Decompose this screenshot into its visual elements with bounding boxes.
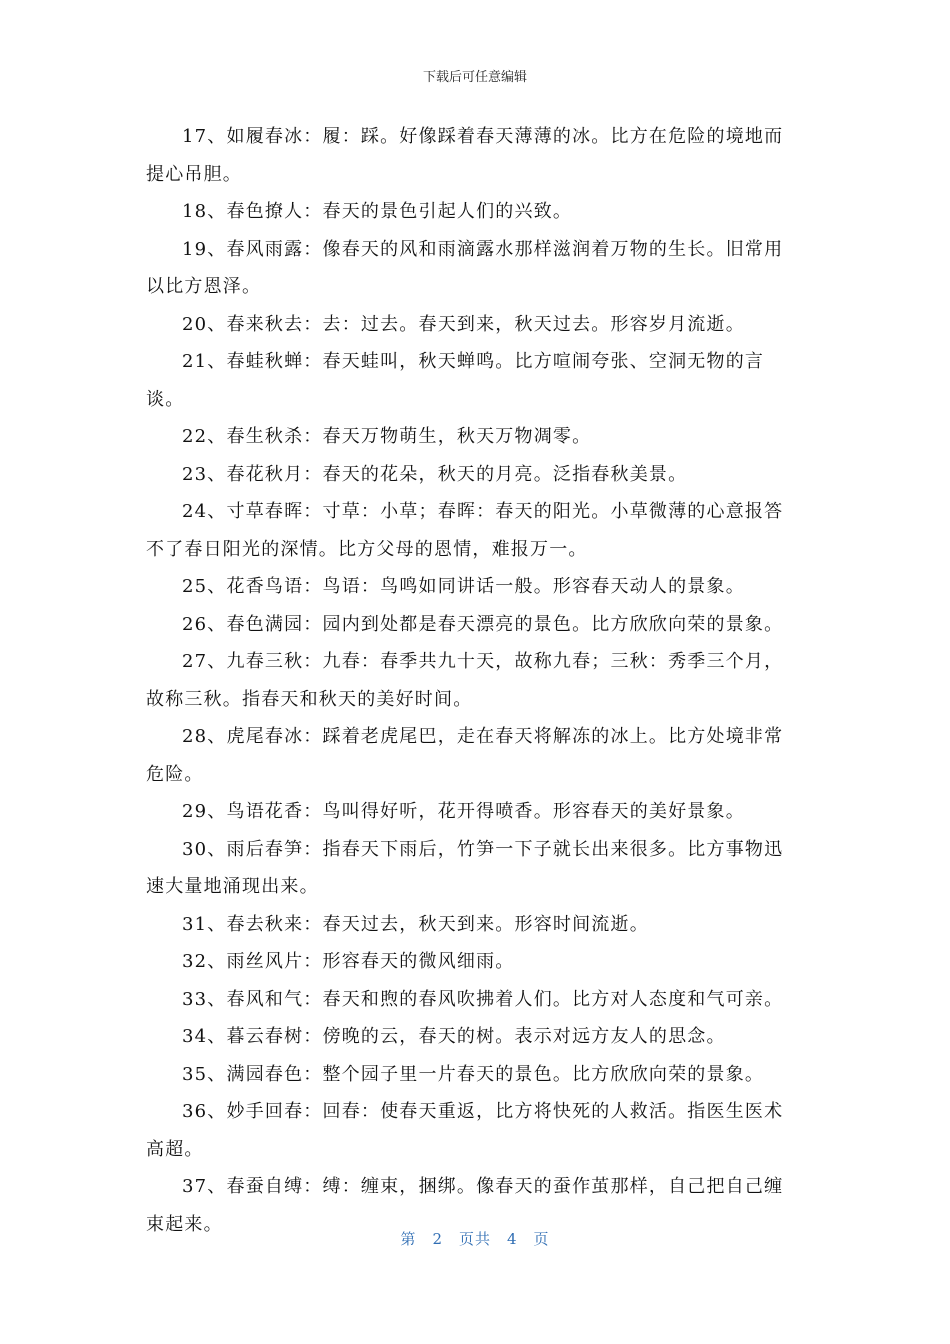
page-footer [0,1228,950,1249]
entry-26: 26、春色满园：园内到处都是春天漂亮的景色。比方欣欣向荣的景象。 [182,613,784,635]
entry-33: 33、春风和气：春天和煦的春风吹拂着人们。比方对人态度和气可亲。 [182,988,784,1010]
entry-34: 34、暮云春树：傍晚的云，春天的树。表示对远方友人的思念。 [182,1026,726,1047]
entry-19: 19、春风雨露：像春天的风和雨滴露水那样滋润着万物的生长。旧常用以比方恩泽。 [146,238,784,297]
entry-24: 24、寸草春晖：寸草：小草；春晖：春天的阳光。小草微薄的心意报答不了春日阳光的深情。比方父母的恩情，难报万一。 [146,501,784,560]
entry-20: 20、春来秋去：去：过去。春天到来，秋天过去。形容岁月流逝。 [182,313,745,335]
entry-31: 31、春去秋来：春天过去，秋天到来。形容时间流逝。 [182,913,649,935]
page-header: 下载后可任意编辑 [422,70,527,85]
entry-32: 32、雨丝风片：形容春天的微风细雨。 [182,951,515,972]
entry-25: 25、花香鸟语：鸟语：鸟鸣如同讲话一般。形容春天动人的景象。 [182,576,745,597]
entry-28: 28、虎尾春冰：踩着老虎尾巴，走在春天将解冻的冰上。比方处境非常危险。 [146,726,784,785]
entry-21: 21、春蛙秋蝉：春天蛙叫，秋天蝉鸣。比方喧闹夸张、空洞无物的言谈。 [146,351,765,410]
entry-27: 27、九春三秋：九春：春季共九十天，故称九春；三秋：秀季三个月，故称三秋。指春天和秋天的美好时间。 [146,651,784,710]
entry-37: 37、春蚕自缚：缚：缠束，捆绑。像春天的蚕作茧那样，自己把自己缠束起来。 [146,1176,784,1235]
entry-17: 17、如履春冰：履：踩。好像踩着春天薄薄的冰。比方在危险的境地而提心吊胆。 [146,126,784,185]
document-body [146,118,798,1243]
entry-29: 29、鸟语花香：鸟叫得好听，花开得喷香。形容春天的美好景象。 [182,801,745,822]
entry-22: 22、春生秋杀：春天万物萌生，秋天万物凋零。 [182,426,592,447]
footer-prefix: 第 [400,1230,417,1248]
entry-30: 30、雨后春笋：指春天下雨后，竹笋一下子就长出来很多。比方事物迅速大量地涌现出来。 [146,838,784,897]
entry-36: 36、妙手回春：回春：使春天重返，比方将快死的人救活。指医生医术高超。 [146,1101,784,1160]
footer-suffix: 页 [533,1230,550,1248]
entry-18: 18、春色撩人：春天的景色引起人们的兴致。 [182,201,573,222]
entry-23: 23、春花秋月：春天的花朵，秋天的月亮。泛指春秋美景。 [182,463,688,485]
entry-35: 35、满园春色：整个园子里一片春天的景色。比方欣欣向荣的景象。 [182,1063,765,1085]
footer-middle: 页共 [458,1230,491,1248]
footer-page-number: 2 [432,1230,443,1248]
footer-total-pages: 4 [507,1230,518,1248]
